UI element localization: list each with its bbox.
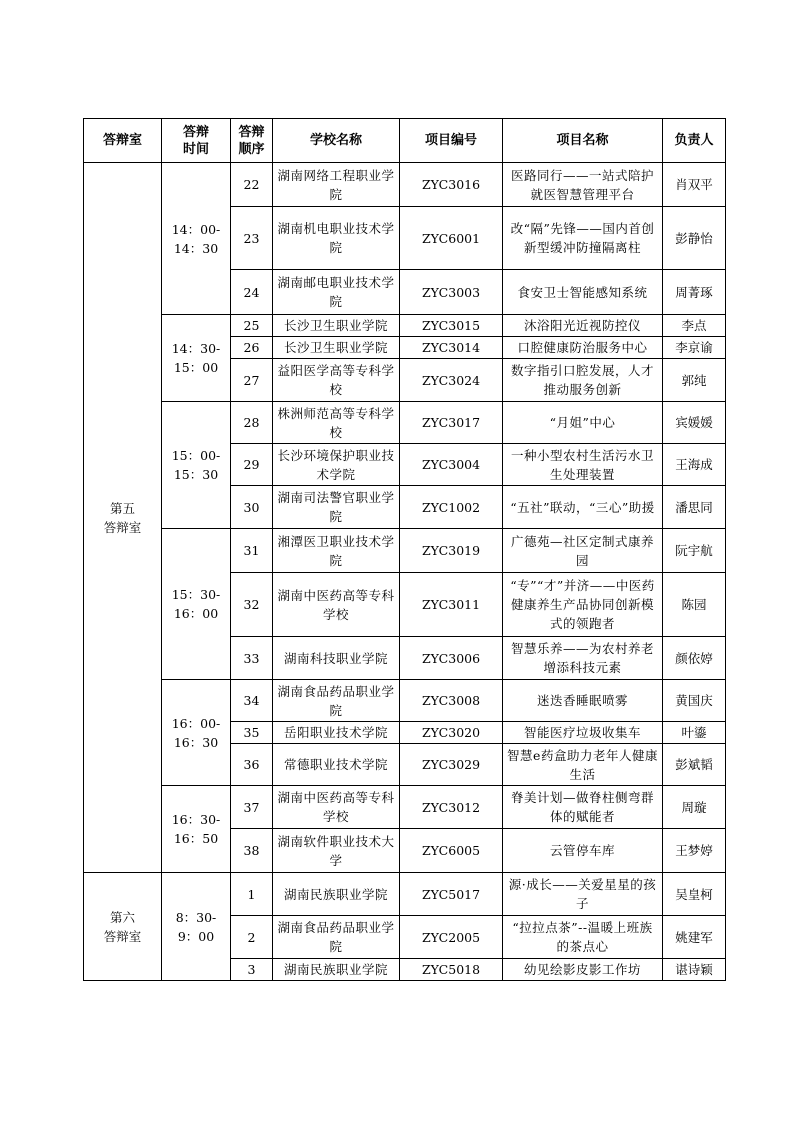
school-cell: 湖南中医药高等专科学校 [273, 573, 400, 637]
order-cell: 22 [231, 163, 273, 207]
leader-cell: 周璇 [663, 786, 726, 829]
code-cell: ZYC3017 [400, 402, 503, 444]
order-cell: 35 [231, 722, 273, 744]
order-cell: 3 [231, 959, 273, 981]
school-cell: 湖南机电职业技术学院 [273, 207, 400, 270]
code-cell: ZYC6001 [400, 207, 503, 270]
leader-cell: 王海成 [663, 444, 726, 486]
code-cell: ZYC3019 [400, 529, 503, 573]
leader-cell: 阮宇航 [663, 529, 726, 573]
code-cell: ZYC5017 [400, 873, 503, 916]
school-cell: 长沙卫生职业学院 [273, 337, 400, 359]
leader-cell: 李点 [663, 315, 726, 337]
table-row [84, 529, 726, 573]
code-cell: ZYC3004 [400, 444, 503, 486]
code-cell: ZYC3008 [400, 680, 503, 722]
project-cell: “五社”联动，“三心”助援 [503, 486, 663, 529]
time-slot-cell: 16：30- 16：50 [162, 786, 231, 873]
code-cell: ZYC3016 [400, 163, 503, 207]
order-cell: 36 [231, 744, 273, 786]
school-cell: 湖南中医药高等专科学校 [273, 786, 400, 829]
header-row [84, 119, 726, 163]
leader-cell: 谌诗颖 [663, 959, 726, 981]
header-room: 答辩室 [84, 119, 162, 163]
leader-cell: 颜依婷 [663, 637, 726, 680]
order-cell: 34 [231, 680, 273, 722]
time-slot-cell: 14：00- 14：30 [162, 163, 231, 315]
leader-cell: 王梦婷 [663, 829, 726, 873]
code-cell: ZYC3029 [400, 744, 503, 786]
project-cell: “月姐”中心 [503, 402, 663, 444]
project-cell: 数字指引口腔发展，人才推动服务创新 [503, 359, 663, 402]
table-row [84, 402, 726, 444]
leader-cell: 叶鎏 [663, 722, 726, 744]
code-cell: ZYC3020 [400, 722, 503, 744]
school-cell: 湘潭医卫职业技术学院 [273, 529, 400, 573]
table-row [84, 163, 726, 207]
order-cell: 26 [231, 337, 273, 359]
project-cell: 医路同行——一站式陪护就医智慧管理平台 [503, 163, 663, 207]
time-slot-cell: 15：00- 15：30 [162, 402, 231, 529]
order-cell: 31 [231, 529, 273, 573]
header-order: 答辩 顺序 [231, 119, 273, 163]
order-cell: 24 [231, 270, 273, 315]
code-cell: ZYC3024 [400, 359, 503, 402]
project-cell: 沐浴阳光近视防控仪 [503, 315, 663, 337]
school-cell: 湖南民族职业学院 [273, 959, 400, 981]
order-cell: 25 [231, 315, 273, 337]
code-cell: ZYC3015 [400, 315, 503, 337]
time-slot-cell: 16：00- 16：30 [162, 680, 231, 786]
project-cell: 智能医疗垃圾收集车 [503, 722, 663, 744]
leader-cell: 陈园 [663, 573, 726, 637]
table-row [84, 680, 726, 722]
leader-cell: 潘思同 [663, 486, 726, 529]
school-cell: 湖南食品药品职业学院 [273, 916, 400, 959]
school-cell: 岳阳职业技术学院 [273, 722, 400, 744]
order-cell: 1 [231, 873, 273, 916]
leader-cell: 姚建军 [663, 916, 726, 959]
leader-cell: 彭静怡 [663, 207, 726, 270]
code-cell: ZYC2005 [400, 916, 503, 959]
leader-cell: 郭纯 [663, 359, 726, 402]
project-cell: “拉拉点茶”--温暖上班族的茶点心 [503, 916, 663, 959]
school-cell: 益阳医学高等专科学校 [273, 359, 400, 402]
school-cell: 湖南网络工程职业学院 [273, 163, 400, 207]
order-cell: 37 [231, 786, 273, 829]
school-cell: 湖南软件职业技术大学 [273, 829, 400, 873]
school-cell: 长沙卫生职业学院 [273, 315, 400, 337]
project-cell: 脊美计划—做脊柱侧弯群体的赋能者 [503, 786, 663, 829]
project-cell: 改“隔”先锋——国内首创新型缓冲防撞隔离柱 [503, 207, 663, 270]
header-school: 学校名称 [273, 119, 400, 163]
school-cell: 湖南邮电职业技术学院 [273, 270, 400, 315]
code-cell: ZYC5018 [400, 959, 503, 981]
leader-cell: 肖双平 [663, 163, 726, 207]
table-row [84, 315, 726, 337]
order-cell: 32 [231, 573, 273, 637]
leader-cell: 彭斌韬 [663, 744, 726, 786]
defense-schedule-table [83, 118, 726, 981]
school-cell: 湖南民族职业学院 [273, 873, 400, 916]
order-cell: 38 [231, 829, 273, 873]
school-cell: 湖南科技职业学院 [273, 637, 400, 680]
table-row [84, 873, 726, 916]
code-cell: ZYC6005 [400, 829, 503, 873]
header-leader: 负责人 [663, 119, 726, 163]
leader-cell: 宾媛媛 [663, 402, 726, 444]
school-cell: 湖南司法警官职业学院 [273, 486, 400, 529]
project-cell: 广德苑—社区定制式康养园 [503, 529, 663, 573]
project-cell: 源·成长——关爱星星的孩子 [503, 873, 663, 916]
code-cell: ZYC3006 [400, 637, 503, 680]
code-cell: ZYC3011 [400, 573, 503, 637]
school-cell: 湖南食品药品职业学院 [273, 680, 400, 722]
order-cell: 28 [231, 402, 273, 444]
header-project: 项目名称 [503, 119, 663, 163]
project-cell: 智慧e药盒助力老年人健康生活 [503, 744, 663, 786]
order-cell: 33 [231, 637, 273, 680]
room-cell: 第六 答辩室 [84, 873, 162, 981]
leader-cell: 李京谕 [663, 337, 726, 359]
code-cell: ZYC3014 [400, 337, 503, 359]
time-slot-cell: 8：30- 9：00 [162, 873, 231, 981]
project-cell: 一种小型农村生活污水卫生处理装置 [503, 444, 663, 486]
order-cell: 29 [231, 444, 273, 486]
code-cell: ZYC3012 [400, 786, 503, 829]
time-slot-cell: 15：30- 16：00 [162, 529, 231, 680]
school-cell: 长沙环境保护职业技术学院 [273, 444, 400, 486]
code-cell: ZYC3003 [400, 270, 503, 315]
project-cell: 口腔健康防治服务中心 [503, 337, 663, 359]
project-cell: 云管停车库 [503, 829, 663, 873]
header-time: 答辩 时间 [162, 119, 231, 163]
header-code: 项目编号 [400, 119, 503, 163]
code-cell: ZYC1002 [400, 486, 503, 529]
leader-cell: 吴皇柯 [663, 873, 726, 916]
school-cell: 常德职业技术学院 [273, 744, 400, 786]
time-slot-cell: 14：30- 15：00 [162, 315, 231, 402]
school-cell: 株洲师范高等专科学校 [273, 402, 400, 444]
project-cell: 幼见绘影皮影工作坊 [503, 959, 663, 981]
leader-cell: 周菁琢 [663, 270, 726, 315]
room-cell: 第五 答辩室 [84, 163, 162, 873]
leader-cell: 黄国庆 [663, 680, 726, 722]
order-cell: 30 [231, 486, 273, 529]
table-row [84, 786, 726, 829]
project-cell: 智慧乐养——为农村养老增添科技元素 [503, 637, 663, 680]
project-cell: 食安卫士智能感知系统 [503, 270, 663, 315]
project-cell: “专”“才”并济——中医药健康养生产品协同创新模式的领跑者 [503, 573, 663, 637]
project-cell: 迷迭香睡眠喷雾 [503, 680, 663, 722]
order-cell: 23 [231, 207, 273, 270]
order-cell: 2 [231, 916, 273, 959]
order-cell: 27 [231, 359, 273, 402]
